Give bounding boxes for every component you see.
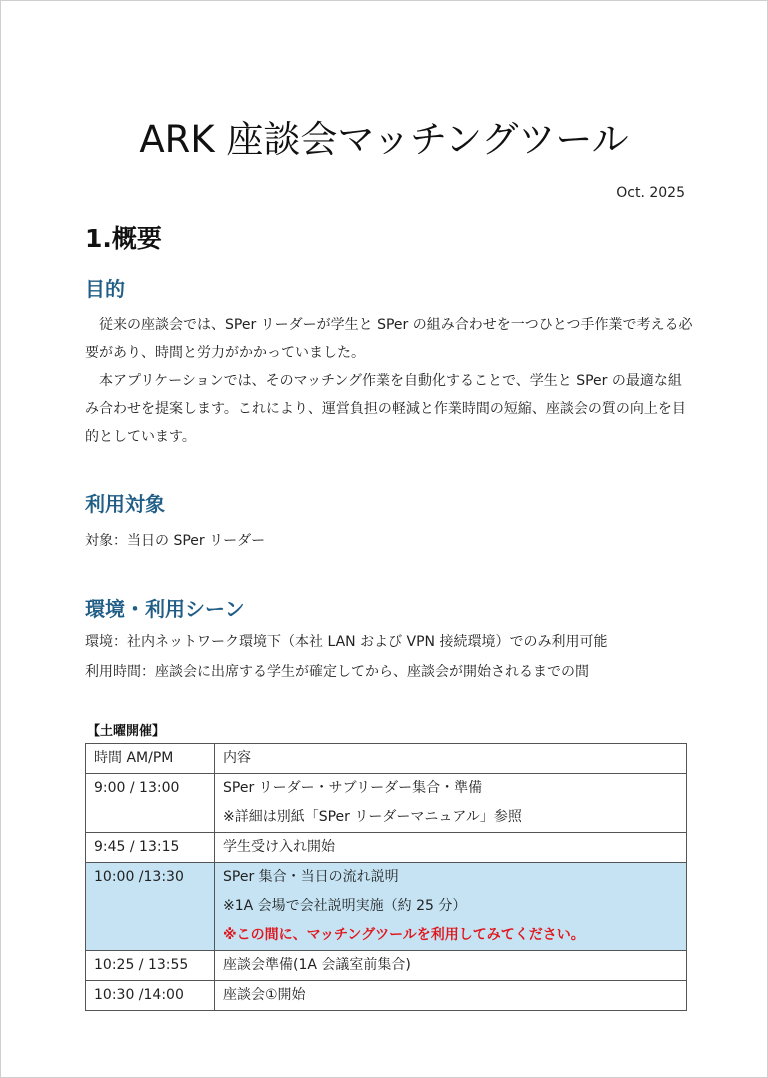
schedule-row — [86, 774, 687, 833]
heading-purpose: 目的 — [85, 277, 125, 301]
schedule-time: 9:00 / 13:00 — [86, 774, 215, 833]
environment-text: 環境：社内ネットワーク環境下（本社 LAN および VPN 接続環境）でのみ利用可能 — [85, 634, 608, 650]
usage-time-text: 利用時間：座談会に出席する学生が確定してから、座談会が開始されるまでの間 — [85, 664, 589, 680]
purpose-body — [85, 311, 695, 451]
schedule-row — [86, 951, 687, 981]
schedule-content: SPer 集合・当日の流れ説明 ※1A 会場で会社説明実施（約 25 分） ※この間に、マッチングツールを利用してみてください。 — [215, 863, 687, 951]
target-users-text: 対象：当日の SPer リーダー — [85, 533, 266, 549]
purpose-paragraph-1: 従来の座談会では、SPer リーダーが学生と SPer の組み合わせを一つひとつ手作業で考える必要があり、時間と労力がかかっていました。 — [85, 317, 693, 361]
document-date: Oct. 2025 — [616, 185, 685, 201]
schedule-time: 9:45 / 13:15 — [86, 833, 215, 863]
heading-target-users: 利用対象 — [85, 492, 165, 516]
document-title: ARK 座談会マッチングツール — [139, 118, 629, 161]
schedule-content: 学生受け入れ開始 — [215, 833, 687, 863]
schedule-time: 10:30 /14:00 — [86, 981, 215, 1011]
heading-environment: 環境・利用シーン — [85, 597, 245, 621]
section-heading-overview: 1.概要 — [85, 224, 162, 253]
schedule-header-content: 内容 — [215, 744, 687, 774]
schedule-header-row — [86, 744, 687, 774]
schedule-row — [86, 833, 687, 863]
schedule-caption: 【土曜開催】 — [87, 724, 166, 739]
schedule-table — [85, 743, 687, 1011]
purpose-paragraph-2: 本アプリケーションでは、そのマッチング作業を自動化することで、学生と SPer の最適な組み合わせを提案します。これにより、運営負担の軽減と作業時間の短縮、座談会の質の向上を目的としています。 — [85, 373, 686, 445]
schedule-alert-note: ※この間に、マッチングツールを利用してみてください。 — [223, 927, 585, 943]
schedule-content: SPer リーダー・サブリーダー集合・準備 ※詳細は別紙「SPer リーダーマニュアル」参照 — [215, 774, 687, 833]
schedule-content: 座談会準備(1A 会議室前集合) — [215, 951, 687, 981]
schedule-content: 座談会①開始 — [215, 981, 687, 1011]
schedule-header-time: 時間 AM/PM — [86, 744, 215, 774]
schedule-row — [86, 981, 687, 1011]
schedule-time: 10:00 /13:30 — [86, 863, 215, 951]
schedule-row-highlighted — [86, 863, 687, 951]
schedule-time: 10:25 / 13:55 — [86, 951, 215, 981]
